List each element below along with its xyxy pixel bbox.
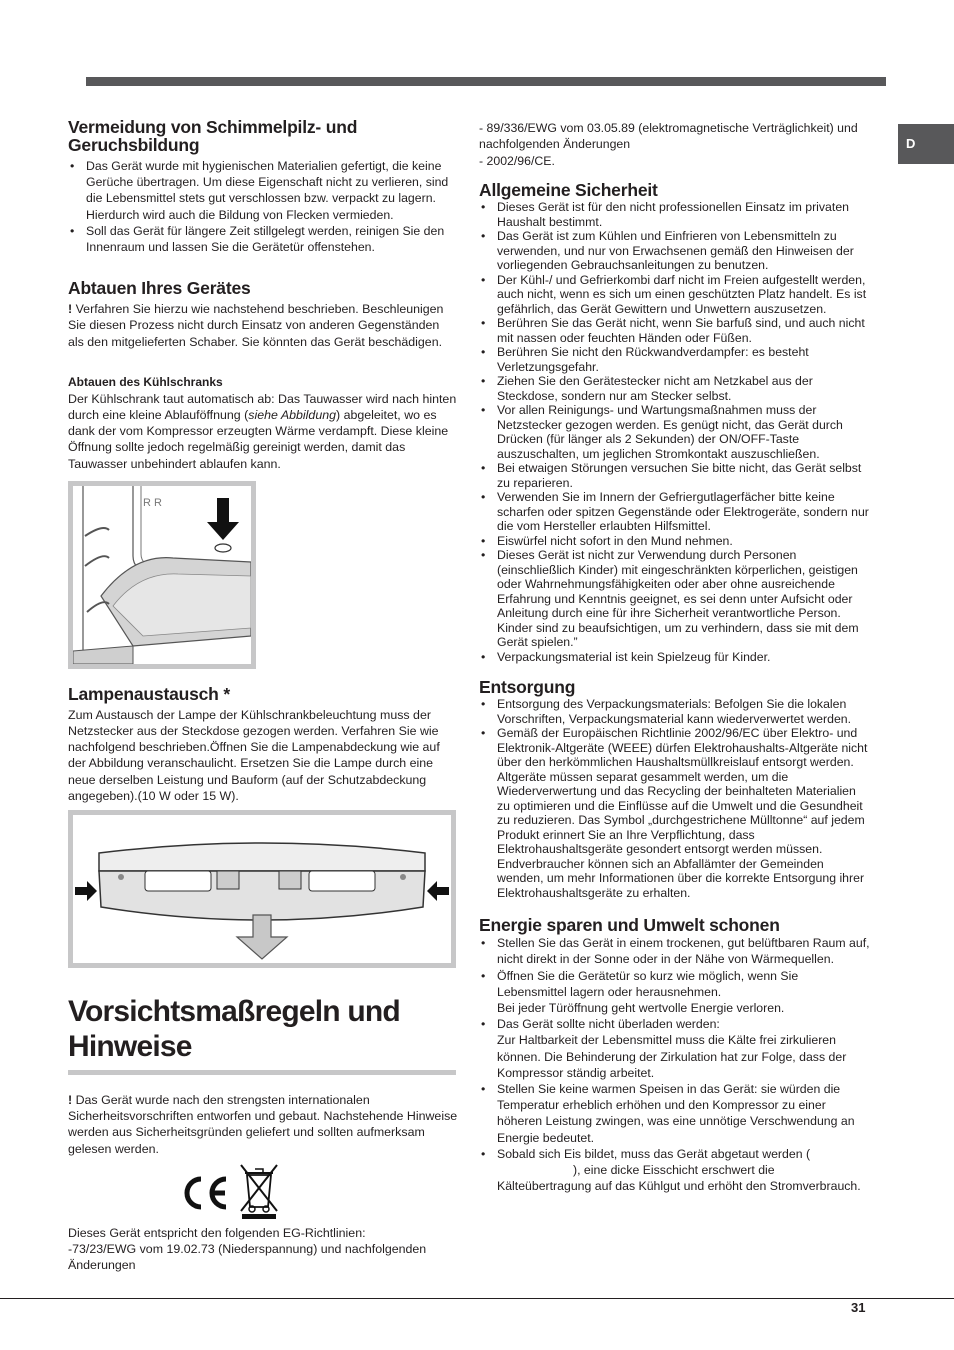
drain-hole-figure	[68, 481, 256, 669]
list-item: • Verwenden Sie im Innern der Gefriergutlagerfächer bitte keine scharfen oder spitzen Gegenstände oder Elektrogeräte, sondern nur die vom Hersteller erlaubten Hilfsmittel.	[479, 490, 871, 534]
list-item: • Dieses Gerät ist für den nicht professionellen Einsatz im privaten Haushalt bestimmt.	[479, 200, 871, 229]
list-item: • Entsorgung des Verpackungsmaterials: Befolgen Sie die lokalen Vorschriften, Verpackungsmaterial kann wiederverwertet werden.	[479, 697, 871, 726]
energy-list	[479, 935, 871, 1194]
title-underline	[68, 1070, 456, 1075]
list-item: • Berühren Sie das Gerät nicht, wenn Sie barfuß sind, und auch nicht mit nassen oder feuchten Händen oder Füßen.	[479, 316, 871, 345]
list-item: • Bei etwaigen Störungen versuchen Sie bitte nicht, das Gerät selbst zu reparieren.	[479, 461, 871, 490]
heading-mould: Vermeidung von Schimmelpilz- und Geruchsbildung	[68, 117, 358, 155]
list-item: • Eiswürfel nicht sofort in den Mund nehmen.	[479, 534, 871, 549]
heading-defrost: Abtauen Ihres Gerätes	[68, 278, 251, 299]
list-item: • Das Gerät ist zum Kühlen und Einfrieren von Lebensmitteln zu verwenden, und nur von Erwachsenen gemäß den Hinweisen der vorliegenden Gebrauchsanleitungen zu benutzen.	[479, 229, 871, 273]
page-number: 31	[851, 1300, 866, 1315]
warning-mark: !	[68, 1093, 73, 1108]
list-item: • Gemäß der Europäischen Richtlinie 2002/96/EC über Elektro- und Elektronik-Altgeräte (WEEE) dürfen Elektrohaushalts-Altgeräte nicht über den herkömmlichen Haushaltsmüllkreislauf entsorgt werden. Altgeräte müssen separat gesammelt werden, um die Wiederverwertung und das Recycling der beinhalteten Materialien zu optimieren und die Einflüsse auf die Umwelt und die Gesundheit zu reduzieren. Das Symbol „durchgestrichene Mülltonne“ auf jedem Produkt erinnert Sie an Ihre Verpflichtung, dass Elektrohaushaltsgeräte gesondert entsorgt werden müssen.	[479, 726, 871, 857]
directive-emc: - 89/336/EWG vom 03.05.89 (elektromagnetische Verträglichkeit) und nachfolgenden Änderungen	[479, 121, 858, 152]
lamp-figure	[68, 810, 456, 968]
drain-hole-illustration	[73, 486, 251, 664]
crossed-out-bin-icon	[238, 1163, 280, 1219]
svg-text:R R: R R	[143, 496, 162, 509]
left-column	[68, 118, 458, 1273]
main-title-line-2: Hinweise	[68, 1030, 192, 1064]
disposal-continuation: Endverbraucher können sich an Abfallämter der Gemeinden wenden, um mehr Informationen über die korrekte Entsorgung ihrer Elektrohaushaltsgeräte zu erhalten.	[497, 856, 865, 900]
list-item	[479, 1016, 871, 1081]
disposal-list	[479, 697, 871, 857]
defrost-body: Verfahren Sie hierzu wie nachstehend beschrieben. Beschleunigen Sie diesen Prozess nicht durch Einsatz von anderen Gegenständen als den mitgelieferten Schaber. Sie könnten das Gerät beschädigen.	[68, 302, 444, 349]
list-item: • Stellen Sie das Gerät in einem trockenen, gut belüftbaren Raum auf, nicht direkt in der Sonne oder in der Nähe von Wärmequellen.	[479, 935, 871, 967]
safety-list	[479, 200, 871, 664]
energy-item-continuation: Zur Haltbarkeit der Lebensmittel muss die Kälte frei zirkulieren können. Die Behinderung der Zirkulation hat zur Folge, dass der Kompressor ständig arbeitet.	[497, 1033, 847, 1080]
heading-general-safety: Allgemeine Sicherheit	[479, 180, 658, 201]
top-rule	[86, 77, 886, 86]
directive-weee: - 2002/96/CE.	[479, 153, 555, 168]
heading-defrost-fridge: Abtauen des Kühlschranks	[68, 374, 223, 389]
ce-mark-icon	[180, 1173, 230, 1213]
list-item: • Verpackungsmaterial ist kein Spielzeug für Kinder.	[479, 650, 871, 665]
directive-low-voltage: -73/23/EWG vom 19.02.73 (Niederspannung) und nachfolgenden Änderungen	[68, 1242, 427, 1273]
energy-item-continuation: Bei jeder Türöffnung geht wertvolle Energie verloren.	[497, 1001, 785, 1016]
list-item: • Soll das Gerät für längere Zeit stillgelegt werden, reinigen Sie den Innenraum und lassen Sie die Gerätetür offenstehen.	[68, 223, 458, 255]
list-item	[479, 968, 871, 1017]
defrost-fridge-text-b: ) abgeleitet, wo es dank der vom Kompressor erzeugten Wärme verdampft. Diese kleine Öffnung sollte jedoch regelmäßig gereinigt werden, damit das Tauwasser unbehindert ablaufen kann.	[68, 408, 449, 471]
lamp-text: Zum Austausch der Lampe der Kühlschrankbeleuchtung muss der Netzstecker aus der Steckdose gezogen werden. Verfahren Sie wie nachfolgend beschrieben.Öffnen Sie die Lampenabdeckung wie auf der Abbildung veranschaulicht. Ersetzen Sie die Lampe durch eine neue derselben Leistung und Bauform (auf der Schutzabdeckung angegeben).(10 W oder 15 W).	[68, 707, 440, 803]
list-item	[479, 1146, 871, 1195]
list-item: • Berühren Sie nicht den Rückwandverdampfer: es besteht Verletzungsgefahr.	[479, 345, 871, 374]
language-tab-label: D	[906, 136, 916, 151]
energy-item-continuation: ), eine dicke Eisschicht erschwert die Kälteübertragung auf das Kühlgut und erhöht den Stromverbrauch.	[497, 1163, 861, 1194]
figure-reference: siehe Abbildung	[248, 408, 336, 423]
compliance-marks	[68, 1163, 458, 1223]
defrost-fridge-text-a: Der Kühlschrank taut automatisch ab: Das Tauwasser wird nach hinten durch eine kleine Ablauföffnung (	[68, 391, 457, 423]
heading-energy: Energie sparen und Umwelt schonen	[479, 915, 780, 936]
footer-rule	[0, 1298, 954, 1299]
safety-intro	[68, 1092, 458, 1157]
defrost-fridge-text	[68, 391, 458, 472]
heading-disposal: Entsorgung	[479, 677, 576, 698]
list-item: • Vor allen Reinigungs- und Wartungsmaßnahmen muss der Netzstecker gezogen werden. Es genügt nicht, das Gerät durch Drücken (für länger als 2 Sekunden) der ON/OFF-Taste auszuschalten, um jeglichen Stromkontakt auszuschließen.	[479, 403, 871, 461]
defrost-text	[68, 301, 458, 350]
list-item: • Das Gerät wurde mit hygienischen Materialien gefertigt, die keine Gerüche übertragen. Um diese Eigenschaft nicht zu verlieren, sind die Lebensmittel stets gut verschlossen bzw. verpackt zu lagern. Hierdurch wird auch die Bildung von Flecken vermieden.	[68, 158, 458, 223]
energy-item-text: Das Gerät sollte nicht überladen werden:	[497, 1017, 720, 1032]
list-item: • Stellen Sie keine warmen Speisen in das Gerät: sie würden die Temperatur erheblich erhöhen und den Kompressor zu einer höheren Leistung zwingen, was eine unnötige Verschwendung an Energie bedeutet.	[479, 1081, 871, 1146]
mould-list	[68, 158, 458, 255]
list-item: • Dieses Gerät ist nicht zur Verwendung durch Personen (einschließlich Kinder) mit eingeschränkten körperlichen, geistigen oder Wahrnehmungsfähigkeiten oder aber ohne ausreichende Erfahrung und Kenntnis geeignet, es sei denn unter Aufsicht oder Anleitung durch eine für ihre Sicherheit verantwortliche Person. Kinder sind zu beaufsichtigen, um zu verhindern, dass sie mit dem Gerät spielen.”	[479, 548, 871, 650]
right-column	[479, 120, 871, 1194]
safety-intro-body: Das Gerät wurde nach den strengsten internationalen Sicherheitsvorschriften entworfen und gebaut. Nachstehende Hinweise werden aus Sicherheitsgründen geliefert und sollten aufmerksam gelesen werden.	[68, 1093, 458, 1156]
heading-lamp: Lampenaustausch *	[68, 683, 230, 704]
directives-intro: Dieses Gerät entspricht den folgenden EG-Richtlinien:	[68, 1225, 366, 1240]
energy-item-text: Sobald sich Eis bildet, muss das Gerät abgetaut werden (	[497, 1146, 811, 1161]
main-title-line-1: Vorsichtsmaßregeln und	[68, 995, 400, 1029]
list-item: • Ziehen Sie den Gerätestecker nicht am Netzkabel aus der Steckdose, sondern nur am Stecker selbst.	[479, 374, 871, 403]
language-tab	[898, 124, 954, 164]
lamp-cover-illustration	[73, 815, 451, 963]
warning-mark: !	[68, 302, 73, 317]
list-item: • Der Kühl-/ und Gefrierkombi darf nicht im Freien aufgestellt werden, auch nicht, wenn es sich um einen geschützten Platz handelt. Es ist gefährlich, das Gerät Gewittern und Unwettern auszusetzen.	[479, 273, 871, 317]
energy-item-text: Öffnen Sie die Gerätetür so kurz wie möglich, wenn Sie Lebensmittel lagern oder herausnehmen.	[497, 968, 799, 999]
